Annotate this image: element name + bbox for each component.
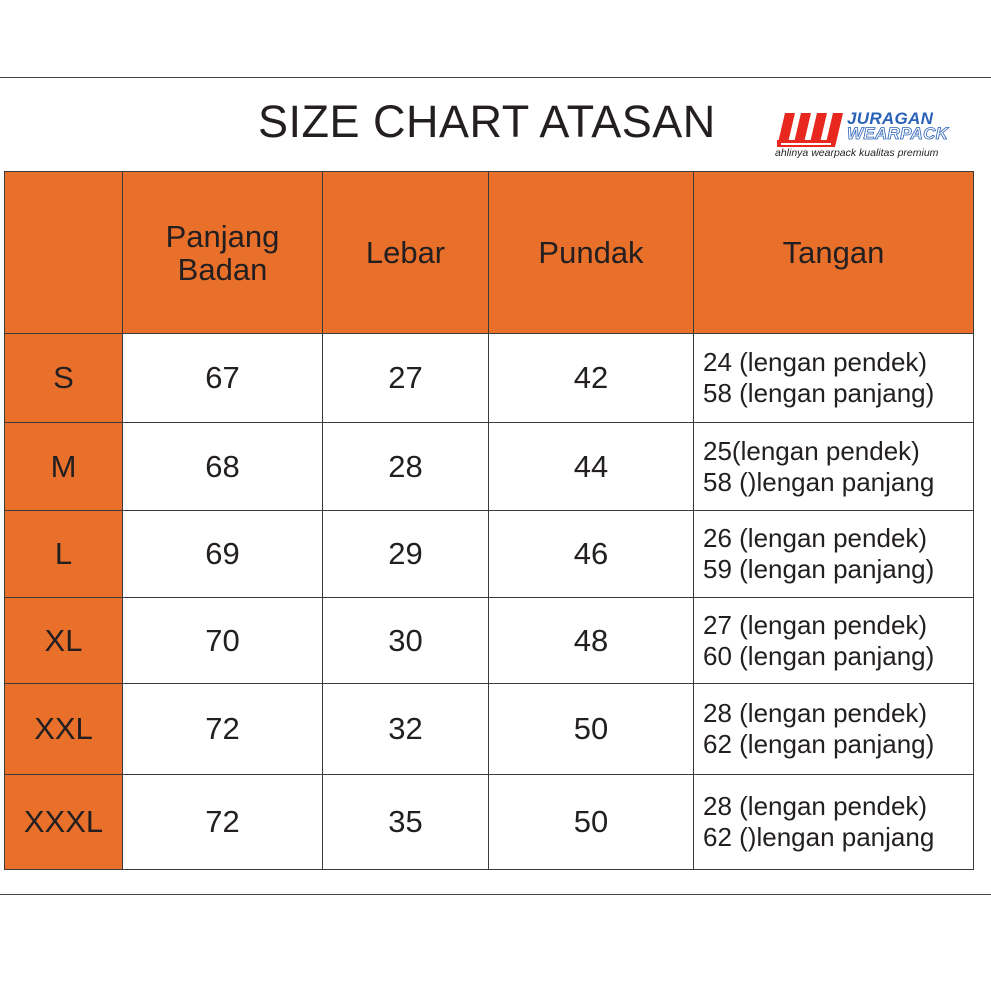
pundak-value: 46	[489, 511, 694, 598]
tangan-value	[694, 334, 974, 423]
tangan-value	[694, 598, 974, 684]
lebar-value: 35	[323, 775, 489, 870]
table-row	[5, 598, 974, 684]
tangan-long: 58 ()lengan panjang	[703, 466, 935, 497]
table-header-row	[5, 172, 974, 334]
tangan-value	[694, 511, 974, 598]
lebar-value: 32	[323, 684, 489, 775]
page-title: SIZE CHART ATASAN	[258, 96, 716, 147]
tangan-long: 58 (lengan panjang)	[703, 378, 935, 408]
panjang-badan-value: 72	[123, 684, 323, 775]
table-row	[5, 775, 974, 870]
size-label: S	[5, 334, 123, 423]
tangan-long: 62 ()lengan panjang	[703, 822, 935, 852]
size-label: XXXL	[5, 775, 123, 870]
size-label: L	[5, 511, 123, 598]
table-row	[5, 334, 974, 423]
table-row	[5, 511, 974, 598]
panjang-badan-value: 67	[123, 334, 323, 423]
tangan-long: 62 (lengan panjang)	[703, 729, 935, 759]
header-size	[5, 172, 123, 334]
header-panjang-badan	[123, 172, 323, 334]
tangan-short: 27 (lengan pendek)	[703, 609, 928, 640]
pundak-value: 44	[489, 423, 694, 511]
tangan-short: 26 (lengan pendek)	[703, 523, 928, 553]
logo-word-juragan: JURAGAN	[847, 109, 934, 128]
size-label: M	[5, 423, 123, 511]
pundak-value: 50	[489, 775, 694, 870]
tangan-value	[694, 423, 974, 511]
lebar-value: 29	[323, 511, 489, 598]
tangan-value	[694, 684, 974, 775]
size-chart-table	[4, 171, 974, 870]
lebar-value: 30	[323, 598, 489, 684]
pundak-value: 50	[489, 684, 694, 775]
pundak-value: 42	[489, 334, 694, 423]
header-lebar: Lebar	[323, 172, 489, 334]
panjang-badan-value: 72	[123, 775, 323, 870]
pundak-value: 48	[489, 598, 694, 684]
header-tangan: Tangan	[694, 172, 974, 334]
size-label: XL	[5, 598, 123, 684]
tangan-long: 60 (lengan panjang)	[703, 640, 935, 671]
tangan-short: 24 (lengan pendek)	[703, 347, 928, 377]
panjang-badan-value: 70	[123, 598, 323, 684]
tangan-long: 59 (lengan panjang)	[703, 554, 935, 584]
table-row	[5, 423, 974, 511]
header-panjang-badan-label: Panjang Badan	[165, 218, 280, 287]
size-label: XXL	[5, 684, 123, 775]
tangan-short: 28 (lengan pendek)	[703, 791, 928, 821]
header-pundak: Pundak	[489, 172, 694, 334]
tangan-value	[694, 775, 974, 870]
panjang-badan-value: 68	[123, 423, 323, 511]
table-row	[5, 684, 974, 775]
tangan-short: 25(lengan pendek)	[703, 435, 920, 466]
logo-tagline: ahlinya wearpack kualitas premium	[775, 147, 939, 159]
lebar-value: 27	[323, 334, 489, 423]
juragan-logo-icon	[775, 113, 845, 147]
lebar-value: 28	[323, 423, 489, 511]
panjang-badan-value: 69	[123, 511, 323, 598]
logo-word-wearpack: WEARPACK	[847, 124, 949, 143]
tangan-short: 28 (lengan pendek)	[703, 698, 928, 728]
brand-logo	[775, 109, 955, 161]
